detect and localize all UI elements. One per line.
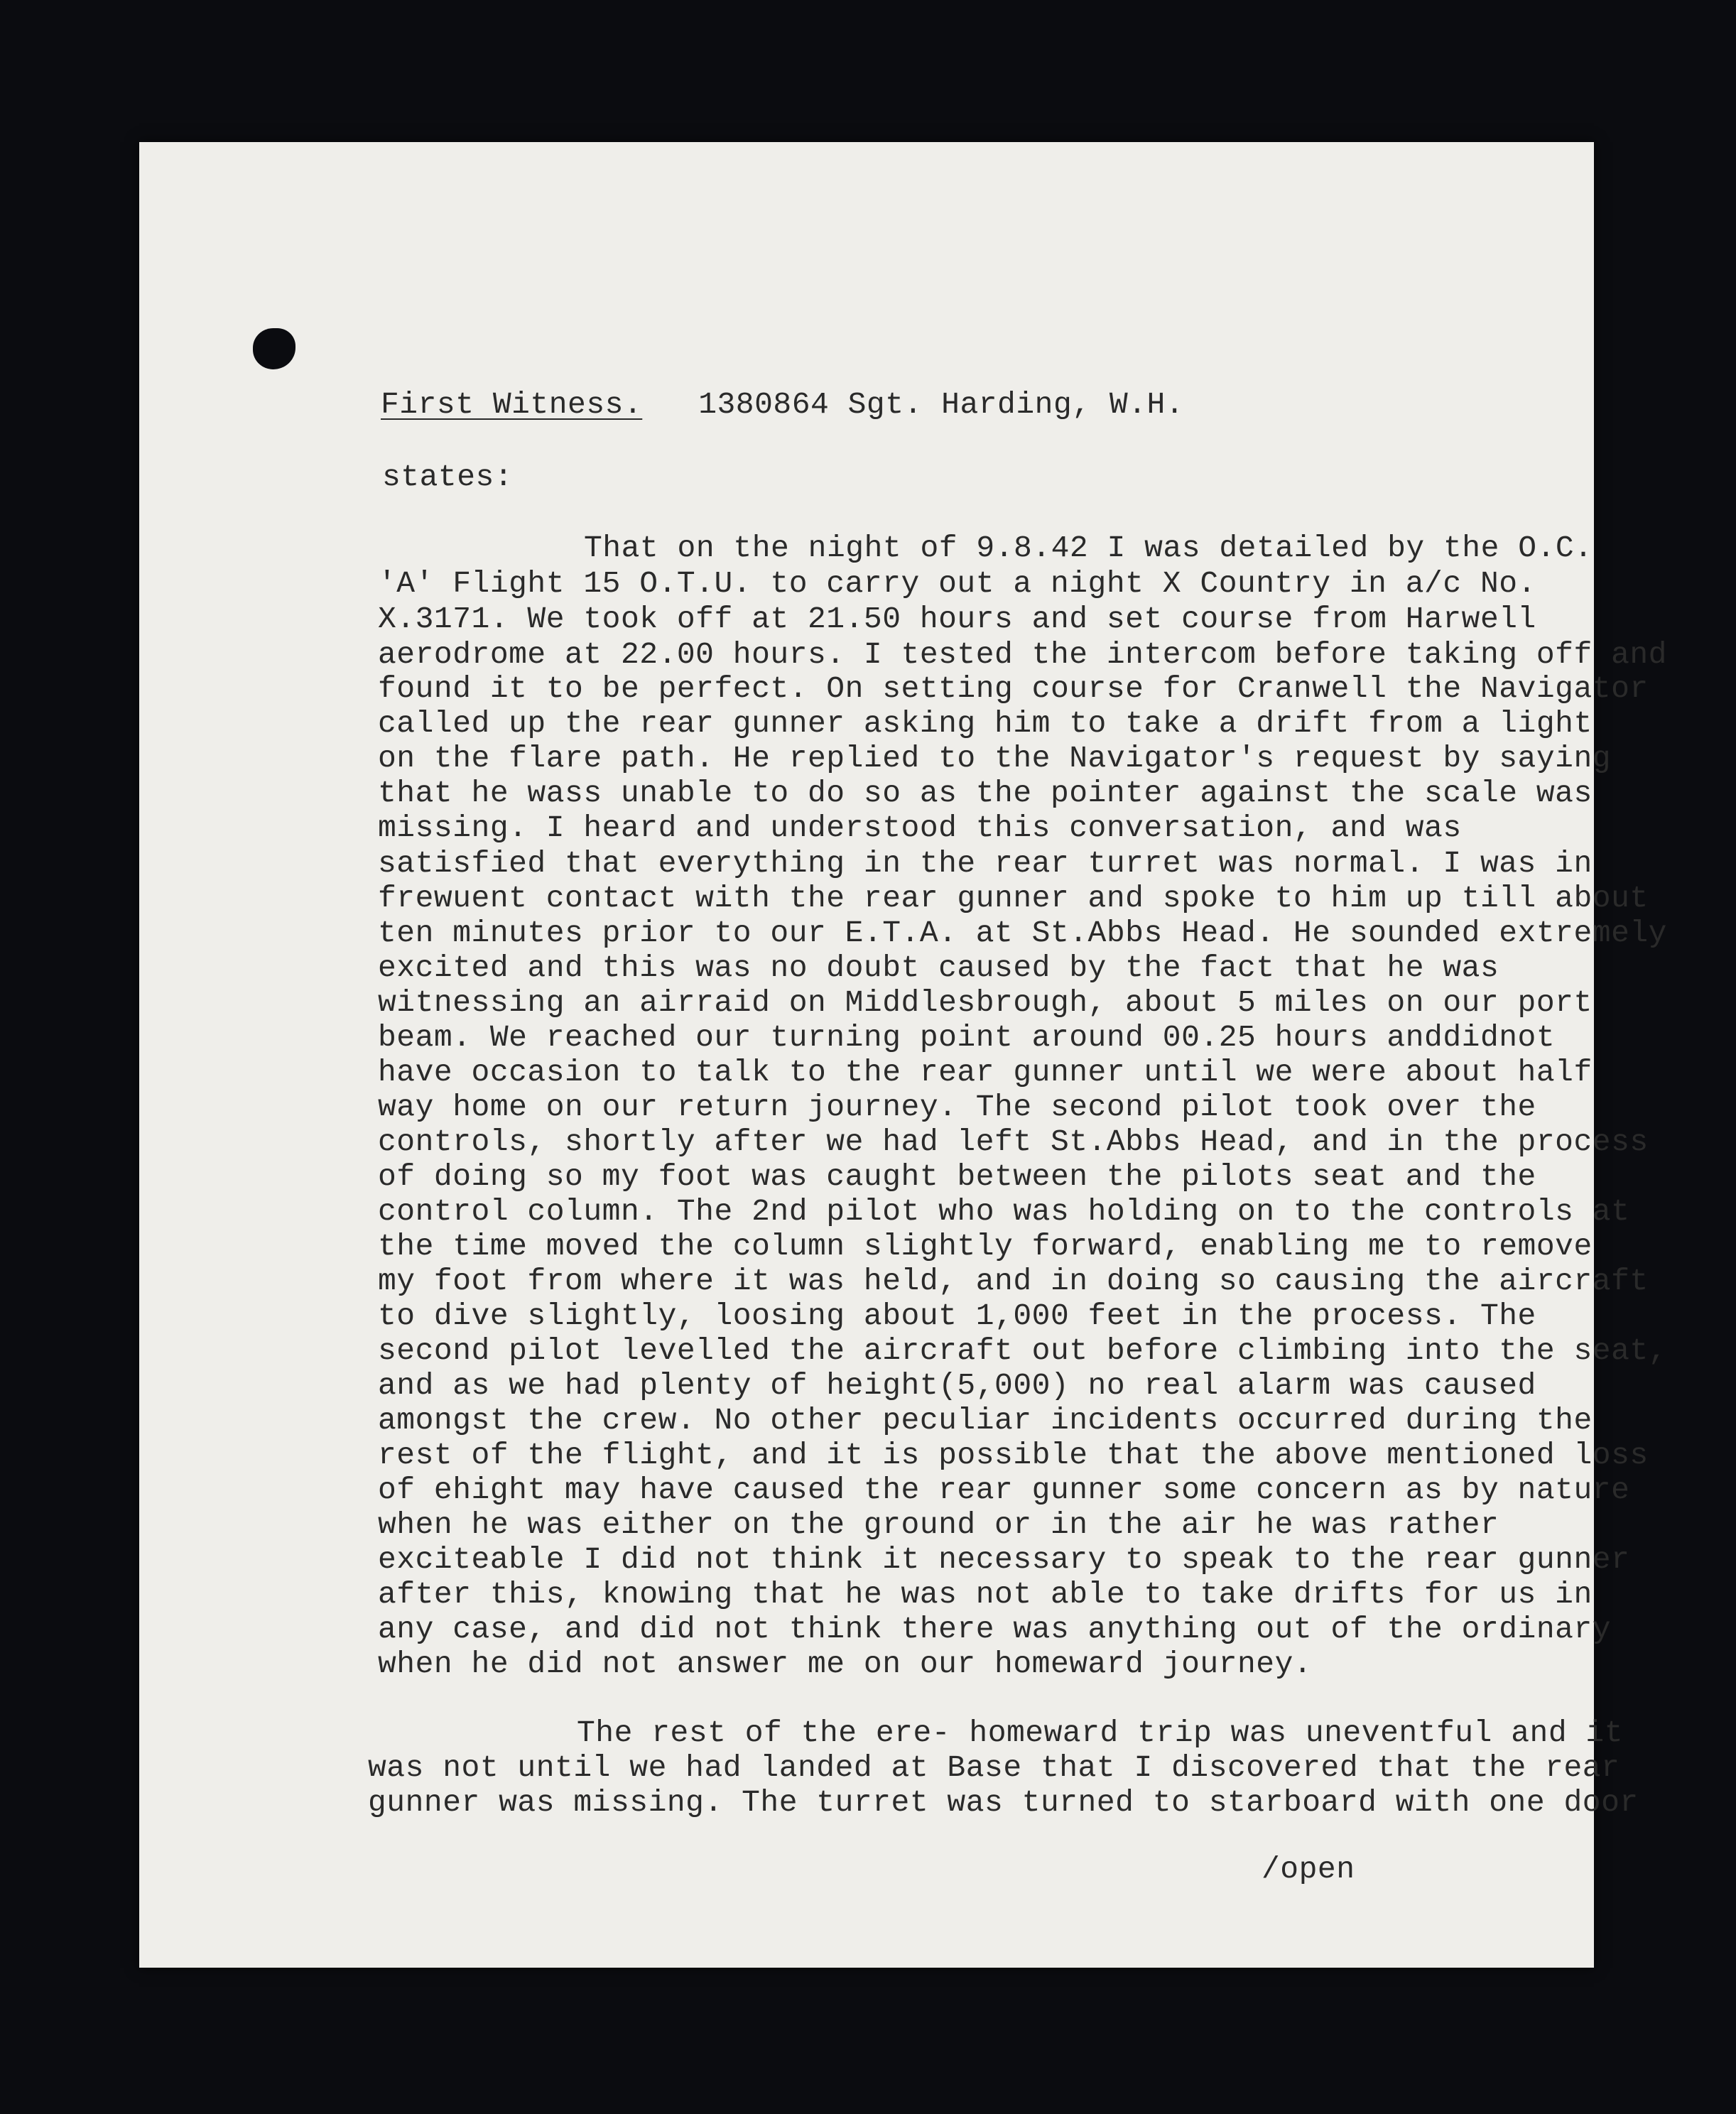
body-line: ten minutes prior to our E.T.A. at St.Abbs Head. He sounded extremely bbox=[378, 916, 1667, 950]
document-page bbox=[139, 142, 1667, 1968]
body-line: of doing so my foot was caught between the pilots seat and the bbox=[378, 1159, 1536, 1194]
body-line: have occasion to talk to the rear gunner until we were about half bbox=[378, 1055, 1593, 1090]
body-line: control column. The 2nd pilot who was holding on to the controls at bbox=[378, 1194, 1630, 1229]
body-line: way home on our return journey. The second pilot took over the bbox=[378, 1090, 1536, 1124]
body-line: on the flare path. He replied to the Navigator's request by saying bbox=[378, 741, 1612, 776]
continuation-marker: /open bbox=[1262, 1852, 1355, 1887]
body-line: gunner was missing. The turret was turned to starboard with one door bbox=[368, 1785, 1639, 1820]
body-line: of ehight may have caused the rear gunner some concern as by nature bbox=[378, 1473, 1630, 1507]
body-line: when he was either on the ground or in the air he was rather bbox=[378, 1507, 1499, 1542]
body-line: satisfied that everything in the rear turret was normal. I was in bbox=[378, 846, 1593, 881]
body-line: 'A' Flight 15 O.T.U. to carry out a night X Country in a/c No. bbox=[378, 566, 1536, 601]
body-line: was not until we had landed at Base that I discovered that the rear bbox=[368, 1750, 1620, 1785]
heading-label: First Witness. bbox=[381, 387, 643, 422]
heading bbox=[381, 389, 1184, 420]
body-line: The rest of the ere- homeward trip was uneventful and it bbox=[577, 1715, 1624, 1750]
witness-name: 1380864 Sgt. Harding, W.H. bbox=[698, 387, 1185, 422]
body-line: after this, knowing that he was not able to take drifts for us in bbox=[378, 1577, 1593, 1612]
body-line: That on the night of 9.8.42 I was detailed by the O.C. bbox=[584, 531, 1593, 565]
body-line: found it to be perfect. On setting course for Cranwell the Navigator bbox=[378, 671, 1649, 706]
body-line: when he did not answer me on our homeward journey. bbox=[378, 1647, 1313, 1681]
body-line: controls, shortly after we had left St.Abbs Head, and in the process bbox=[378, 1124, 1649, 1159]
body-line: aerodrome at 22.00 hours. I tested the intercom before taking off and bbox=[378, 637, 1667, 672]
body-line: that he wass unable to do so as the pointer against the scale was bbox=[378, 776, 1593, 811]
body-line: amongst the crew. No other peculiar incidents occurred during the bbox=[378, 1403, 1593, 1438]
states-label: states: bbox=[382, 460, 514, 494]
body-line: called up the rear gunner asking him to take a drift from a light bbox=[378, 706, 1593, 741]
body-line: my foot from where it was held, and in doing so causing the aircraft bbox=[378, 1264, 1649, 1299]
body-line: witnessing an airraid on Middlesbrough, about 5 miles on our port bbox=[378, 985, 1593, 1020]
body-line: to dive slightly, loosing about 1,000 feet in the process. The bbox=[378, 1299, 1536, 1333]
body-line: second pilot levelled the aircraft out before climbing into the seat, bbox=[378, 1333, 1667, 1368]
body-line: exciteable I did not think it necessary to speak to the rear gunner bbox=[378, 1542, 1630, 1577]
body-line: missing. I heard and understood this conversation, and was bbox=[378, 811, 1462, 845]
body-line: beam. We reached our turning point around 00.25 hours anddidnot bbox=[378, 1020, 1556, 1055]
body-line: frewuent contact with the rear gunner and spoke to him up till about bbox=[378, 881, 1649, 916]
body-line: any case, and did not think there was anything out of the ordinary bbox=[378, 1612, 1612, 1647]
body-line: and as we had plenty of height(5,000) no real alarm was caused bbox=[378, 1368, 1536, 1403]
body-line: X.3171. We took off at 21.50 hours and set course from Harwell bbox=[378, 602, 1536, 636]
body-line: the time moved the column slightly forward, enabling me to remove bbox=[378, 1229, 1593, 1264]
typed-statement bbox=[139, 142, 1667, 1968]
body-line: excited and this was no doubt caused by the fact that he was bbox=[378, 950, 1499, 985]
body-line: rest of the flight, and it is possible that the above mentioned loss bbox=[378, 1438, 1649, 1473]
